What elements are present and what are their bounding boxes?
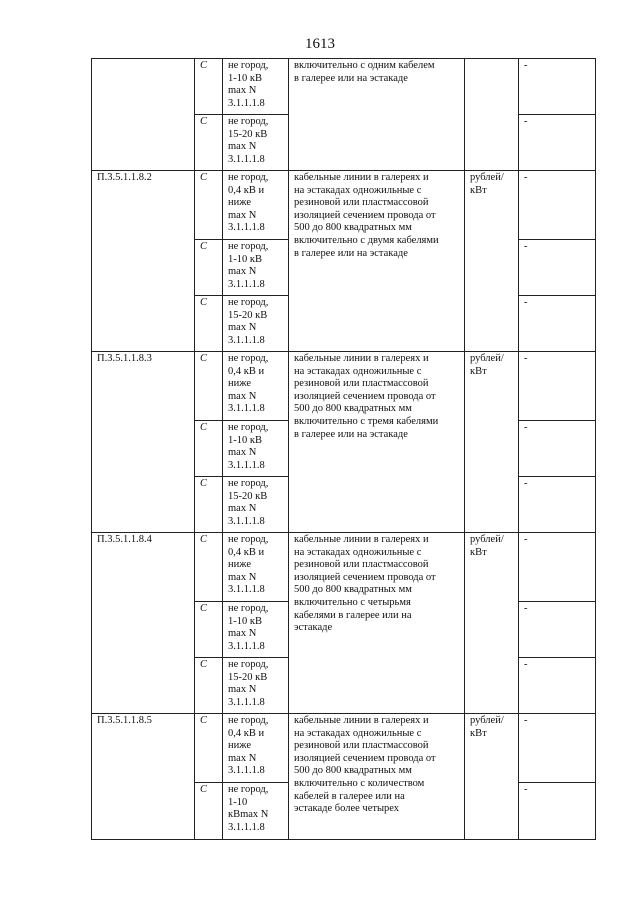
description-cell: кабельные линии в галереях и на эстакадах одножильные с резиновой или пластмассовой изоляцией сечением провода от 500 до 800 квадратных мм включительно с количеством кабелей в галерее или на эстакаде более четырех xyxy=(289,714,465,840)
description-cell: кабельные линии в галереях и на эстакадах одножильные с резиновой или пластмассовой изоляцией сечением провода от 500 до 800 квадратных мм включительно с двумя кабелями в галерее или на эстакаде xyxy=(289,171,465,352)
voltage-cell: не город, 15-20 кВ max N 3.1.1.1.8 xyxy=(223,296,289,352)
value-cell: - xyxy=(519,59,596,115)
value-cell: - xyxy=(519,171,596,240)
voltage-cell: не город, 15-20 кВ max N 3.1.1.1.8 xyxy=(223,658,289,714)
category-letter-cell: C xyxy=(195,714,223,783)
category-letter-cell: C xyxy=(195,658,223,714)
value-cell: - xyxy=(519,602,596,658)
description-cell: кабельные линии в галереях и на эстакадах одножильные с резиновой или пластмассовой изоляцией сечением провода от 500 до 800 квадратных мм включительно с тремя кабелями в галерее или на эстакаде xyxy=(289,352,465,533)
value-cell: - xyxy=(519,533,596,602)
table-row xyxy=(92,714,596,783)
category-letter-cell: C xyxy=(195,59,223,115)
category-letter-cell: C xyxy=(195,352,223,421)
item-code-cell: П.3.5.1.1.8.4 xyxy=(92,533,195,714)
voltage-cell: не город, 1-10 кВmax N 3.1.1.1.8 xyxy=(223,783,289,840)
category-letter-cell: C xyxy=(195,240,223,296)
value-cell: - xyxy=(519,421,596,477)
category-letter-cell: C xyxy=(195,783,223,840)
category-letter-cell: C xyxy=(195,115,223,171)
voltage-cell: не город, 0,4 кВ и ниже max N 3.1.1.1.8 xyxy=(223,171,289,240)
voltage-cell: не город, 15-20 кВ max N 3.1.1.1.8 xyxy=(223,477,289,533)
table-row xyxy=(92,352,596,421)
item-code-cell: П.3.5.1.1.8.3 xyxy=(92,352,195,533)
page-number: 1613 xyxy=(305,36,335,52)
voltage-cell: не город, 0,4 кВ и ниже max N 3.1.1.1.8 xyxy=(223,714,289,783)
item-code-cell xyxy=(92,59,195,171)
category-letter-cell: C xyxy=(195,296,223,352)
voltage-cell: не город, 1-10 кВ max N 3.1.1.1.8 xyxy=(223,421,289,477)
value-cell: - xyxy=(519,240,596,296)
tariff-table-body xyxy=(92,59,596,840)
table-row xyxy=(92,533,596,602)
category-letter-cell: C xyxy=(195,477,223,533)
value-cell: - xyxy=(519,658,596,714)
unit-cell: рублей/ кВт xyxy=(465,533,519,714)
value-cell: - xyxy=(519,115,596,171)
category-letter-cell: C xyxy=(195,171,223,240)
voltage-cell: не город, 0,4 кВ и ниже max N 3.1.1.1.8 xyxy=(223,352,289,421)
category-letter-cell: C xyxy=(195,421,223,477)
value-cell: - xyxy=(519,714,596,783)
voltage-cell: не город, 15-20 кВ max N 3.1.1.1.8 xyxy=(223,115,289,171)
item-code-cell: П.3.5.1.1.8.2 xyxy=(92,171,195,352)
description-cell: включительно с одним кабелем в галерее или на эстакаде xyxy=(289,59,465,171)
item-code-cell: П.3.5.1.1.8.5 xyxy=(92,714,195,840)
tariff-table xyxy=(91,58,596,840)
value-cell: - xyxy=(519,783,596,840)
table-row xyxy=(92,59,596,115)
value-cell: - xyxy=(519,477,596,533)
category-letter-cell: C xyxy=(195,533,223,602)
voltage-cell: не город, 0,4 кВ и ниже max N 3.1.1.1.8 xyxy=(223,533,289,602)
table-row xyxy=(92,171,596,240)
description-cell: кабельные линии в галереях и на эстакадах одножильные с резиновой или пластмассовой изоляцией сечением провода от 500 до 800 квадратных мм включительно с четырьмя кабелями в галерее или на эстакаде xyxy=(289,533,465,714)
value-cell: - xyxy=(519,352,596,421)
value-cell: - xyxy=(519,296,596,352)
unit-cell xyxy=(465,59,519,171)
voltage-cell: не город, 1-10 кВ max N 3.1.1.1.8 xyxy=(223,602,289,658)
unit-cell: рублей/ кВт xyxy=(465,714,519,840)
voltage-cell: не город, 1-10 кВ max N 3.1.1.1.8 xyxy=(223,59,289,115)
unit-cell: рублей/ кВт xyxy=(465,352,519,533)
category-letter-cell: C xyxy=(195,602,223,658)
unit-cell: рублей/ кВт xyxy=(465,171,519,352)
voltage-cell: не город, 1-10 кВ max N 3.1.1.1.8 xyxy=(223,240,289,296)
